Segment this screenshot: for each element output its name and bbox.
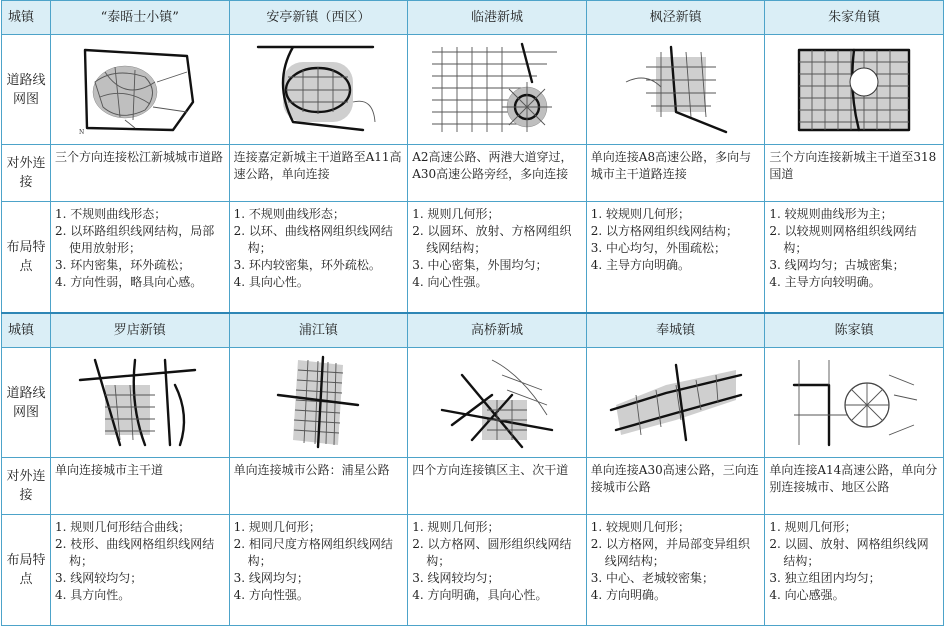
road-map-gaoqiao: [408, 348, 587, 458]
layout-item: 1. 较规则曲线形为主；: [769, 207, 893, 221]
layout-item: 2. 以圆环、放射、方格网组织线网结构；: [412, 224, 572, 255]
layout-item: 3. 线网较均匀；: [412, 571, 500, 585]
layout-item: 3. 线网均匀；: [233, 571, 309, 585]
town-name: 浦江镇: [229, 313, 408, 348]
external-connection-text: 单向连接A8高速公路，多向与城市主干道路连接: [590, 150, 752, 181]
row-label-external: 对外连接: [2, 145, 51, 202]
layout-item: 3. 中心密集，外围均匀；: [412, 258, 548, 272]
town-name: 罗店新镇: [51, 313, 230, 348]
layout-item: 2. 以方格网、圆形组织线网结构；: [412, 537, 572, 568]
external-connection-text: 单向连接A30高速公路，三向连接城市公路: [590, 463, 759, 494]
town-name: 枫泾新镇: [586, 1, 765, 35]
external-connection-text: 连接嘉定新城主干道路至A11高速公路，单向连接: [233, 150, 402, 181]
road-map-anting: [229, 35, 408, 145]
layout-item: 1. 规则几何形；: [412, 207, 500, 221]
town-name: 安亭新镇（西区）: [229, 1, 408, 35]
layout-features-list: [230, 515, 408, 604]
layout-item: 1. 规则几何形；: [233, 520, 321, 534]
layout-features-list: [408, 515, 586, 604]
layout-item: 3. 线网均匀；古城密集；: [769, 258, 905, 272]
road-map-zhujiajiao: [765, 35, 944, 145]
external-connection-text: A2高速公路、两港大道穿过，A30高速公路旁经，多向连接: [412, 150, 573, 181]
layout-item: 2. 以较规则网格组织线网结构；: [769, 224, 917, 255]
row-label-town: 城镇: [2, 1, 51, 35]
layout-item: 3. 环内较密集，环外疏松。: [233, 258, 381, 272]
town-name: 奉城镇: [586, 313, 765, 348]
layout-item: 4. 主导方向明确。: [590, 258, 691, 272]
road-map-thames-town: [51, 35, 230, 145]
layout-item: 4. 向心性强。: [412, 275, 488, 289]
layout-item: 4. 主导方向较明确。: [769, 275, 881, 289]
layout-features-row: [2, 202, 944, 314]
road-map-luodian: [51, 348, 230, 458]
external-connection-row: [2, 145, 944, 202]
layout-features-list: [230, 202, 408, 291]
layout-item: 1. 不规则曲线形态；: [233, 207, 345, 221]
row-label-layout: 布局特点: [2, 202, 51, 314]
layout-features-list: [587, 515, 765, 604]
town-name: 高桥新城: [408, 313, 587, 348]
road-map-row: [2, 35, 944, 145]
external-connection-text: 单向连接城市主干道: [55, 463, 164, 477]
external-connection-text: 单向连接城市公路：浦星公路: [233, 463, 390, 477]
row-label-town: 城镇: [2, 313, 51, 348]
layout-item: 4. 方向性强。: [233, 588, 309, 602]
header-row: [2, 1, 944, 35]
town-name: 朱家角镇: [765, 1, 944, 35]
layout-item: 1. 较规则几何形；: [590, 520, 691, 534]
layout-item: 2. 枝形、曲线网格组织线网结构；: [55, 537, 215, 568]
layout-item: 3. 中心均匀，外围疏松；: [590, 241, 727, 255]
layout-item: 4. 具向心性。: [233, 275, 309, 289]
layout-item: 1. 规则几何形结合曲线；: [55, 520, 191, 534]
layout-item: 3. 线网较均匀；: [55, 571, 143, 585]
road-map-fengcheng: [586, 348, 765, 458]
external-connection-text: 四个方向连接镇区主、次干道: [412, 463, 569, 477]
external-connection-text: 三个方向连接松江新城城市道路: [55, 150, 224, 164]
road-map-chenjia: [765, 348, 944, 458]
layout-item: 2. 以圆、放射、网格组织线网结构；: [769, 537, 929, 568]
layout-item: 4. 方向明确。: [590, 588, 667, 602]
layout-item: 2. 以环、曲线格网组织线网结构；: [233, 224, 393, 255]
layout-item: 3. 环内密集，环外疏松；: [55, 258, 191, 272]
layout-features-list: [51, 515, 229, 604]
town-name: 临港新城: [408, 1, 587, 35]
external-connection-text: 三个方向连接新城主干道至318国道: [769, 150, 937, 181]
layout-item: 4. 具方向性。: [55, 588, 131, 602]
header-row: [2, 313, 944, 348]
layout-item: 1. 较规则几何形；: [590, 207, 691, 221]
layout-item: 2. 以环路组织线网结构，局部使用放射形；: [55, 224, 215, 255]
external-connection-text: 单向连接A14高速公路，单向分别连接城市、地区公路: [769, 463, 938, 494]
layout-features-list: [51, 202, 229, 291]
road-map-row: [2, 348, 944, 458]
road-map-lingang: [408, 35, 587, 145]
layout-features-list: [765, 202, 943, 291]
layout-item: 2. 以方格网组织线网结构；: [590, 224, 739, 238]
external-connection-row: [2, 458, 944, 515]
layout-item: 1. 不规则曲线形态；: [55, 207, 167, 221]
layout-item: 1. 规则几何形；: [769, 520, 857, 534]
row-label-road-map: 道路线网图: [2, 35, 51, 145]
layout-item: 2. 相同尺度方格网组织线网结构；: [233, 537, 393, 568]
layout-features-row: [2, 515, 944, 626]
layout-item: 3. 独立组团内均匀；: [769, 571, 881, 585]
layout-features-list: [408, 202, 586, 291]
town-name: “泰晤士小镇”: [51, 1, 230, 35]
layout-item: 3. 中心、老城较密集；: [590, 571, 715, 585]
road-map-fengjing: [586, 35, 765, 145]
row-label-layout: 布局特点: [2, 515, 51, 626]
layout-item: 2. 以方格网，并局部变异组织线网结构；: [590, 537, 751, 568]
layout-item: 4. 方向性弱，略具向心感。: [55, 275, 203, 289]
layout-item: 4. 向心感强。: [769, 588, 845, 602]
town-name: 陈家镇: [765, 313, 944, 348]
row-label-external: 对外连接: [2, 458, 51, 515]
layout-item: 4. 方向明确，具向心性。: [412, 588, 548, 602]
layout-item: 1. 规则几何形；: [412, 520, 500, 534]
layout-features-list: [587, 202, 765, 274]
row-label-road-map: 道路线网图: [2, 348, 51, 458]
town-road-network-table: [1, 0, 944, 626]
svg-text:N: N: [78, 129, 85, 136]
layout-features-list: [765, 515, 943, 604]
road-map-pujiang: [229, 348, 408, 458]
